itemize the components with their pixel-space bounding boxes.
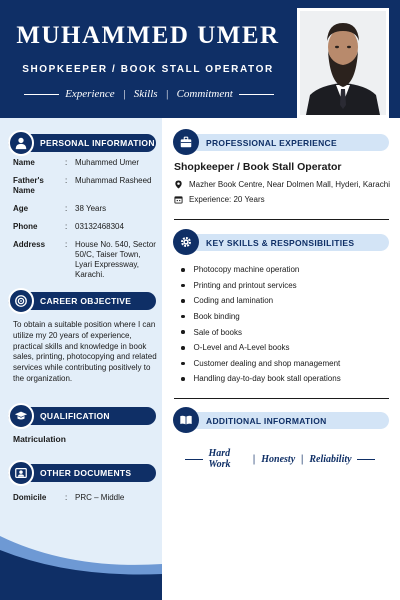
skills-list: [181, 262, 391, 387]
other-documents-heading: OTHER DOCUMENTS: [8, 464, 156, 482]
tagline-rule: [24, 94, 59, 95]
tagline-separator: |: [301, 453, 304, 465]
list-item: Printing and printout services: [181, 278, 391, 294]
info-value: Muhammed Umer: [75, 158, 140, 167]
id-card-icon: [8, 460, 34, 486]
value-hard-work: Hard Work: [208, 448, 231, 470]
tagline-rule: [357, 459, 375, 460]
additional-info-heading: ADDITIONAL INFORMATION: [176, 412, 389, 429]
domicile-row: [13, 493, 124, 502]
info-value: 03132468304: [75, 222, 124, 231]
list-item: Photocopy machine operation: [181, 262, 391, 278]
calendar-icon: [174, 195, 183, 204]
personal-info-table: [13, 158, 159, 288]
section-divider: [174, 398, 389, 399]
job-location-line: [174, 180, 390, 189]
qualification-value: Matriculation: [13, 434, 66, 444]
qualification-heading: QUALIFICATION: [8, 407, 156, 425]
job-duration-line: [174, 195, 265, 204]
info-colon: :: [65, 240, 68, 249]
resume-role: SHOPKEEPER / BOOK STALL OPERATOR: [22, 64, 274, 75]
job-title: Shopkeeper / Book Stall Operator: [174, 161, 342, 173]
tagline-rule: [239, 94, 274, 95]
personal-info-heading: PERSONAL INFORMATION: [8, 134, 156, 152]
value-honesty: Honesty: [261, 453, 296, 465]
location-pin-icon: [174, 180, 183, 189]
info-value: 38 Years: [75, 204, 107, 213]
domicile-value: PRC – Middle: [75, 493, 125, 502]
list-item: Customer dealing and shop management: [181, 356, 391, 372]
info-key: Phone: [13, 222, 38, 231]
resume-name: MUHAMMED UMER: [16, 22, 280, 49]
info-row-age: [13, 204, 159, 214]
list-item: Handling day-to-day book stall operations: [181, 371, 391, 387]
tagline-commitment: Commitment: [176, 88, 233, 100]
career-objective-text: To obtain a suitable position where I can utilize my 20 years of experience, practical skills and knowledge in book sales, printing, photocopying and related services while contributing positively to the organization.: [13, 320, 157, 383]
info-row-phone: [13, 222, 159, 232]
portrait-image: [300, 11, 386, 115]
info-key: Age: [13, 204, 29, 213]
header-tagline: [18, 86, 280, 102]
tagline-separator: |: [165, 88, 169, 100]
experience-heading: PROFESSIONAL EXPERIENCE: [176, 134, 389, 151]
info-colon: :: [65, 222, 68, 231]
domicile-key: Domicile: [13, 493, 47, 502]
info-value: House No. 540, Sector 50/C, Taiser Town, Lyari Expressway, Karachi.: [75, 240, 156, 279]
target-icon: [8, 288, 34, 314]
gear-icon: [173, 229, 199, 255]
skills-heading: KEY SKILLS & RESPONSIBILITIES: [176, 234, 389, 251]
info-colon: :: [65, 204, 68, 213]
career-objective-heading: CAREER OBJECTIVE: [8, 292, 156, 310]
graduation-cap-icon: [8, 403, 34, 429]
info-value: Muhammad Rasheed: [75, 176, 152, 185]
info-row-name: [13, 158, 159, 168]
list-item: O-Level and A-Level books: [181, 340, 391, 356]
info-key: Name: [13, 158, 35, 167]
info-row-father: [13, 176, 159, 196]
list-item: Coding and lamination: [181, 293, 391, 309]
header-banner: [0, 0, 400, 118]
tagline-separator: |: [122, 88, 126, 100]
value-reliability: Reliability: [309, 453, 352, 465]
info-colon: :: [65, 158, 68, 167]
book-icon: [173, 407, 199, 433]
tagline-experience: Experience: [65, 88, 115, 100]
domicile-colon: :: [65, 493, 68, 502]
briefcase-icon: [173, 129, 199, 155]
section-divider: [174, 219, 389, 220]
values-tagline: [180, 448, 380, 470]
profile-photo: [297, 8, 389, 118]
job-location: Mazher Book Centre, Near Dolmen Mall, Hyderi, Karachi: [189, 180, 390, 189]
info-row-address: [13, 240, 159, 280]
person-icon: [8, 130, 34, 156]
list-item: Book binding: [181, 309, 391, 325]
list-item: Sale of books: [181, 324, 391, 340]
tagline-separator: |: [253, 453, 256, 465]
info-colon: :: [65, 176, 68, 185]
tagline-skills: Skills: [133, 88, 158, 100]
info-key: Father's Name: [13, 176, 44, 195]
tagline-rule: [185, 459, 203, 460]
info-key: Address: [13, 240, 46, 249]
job-duration: Experience: 20 Years: [189, 195, 265, 204]
